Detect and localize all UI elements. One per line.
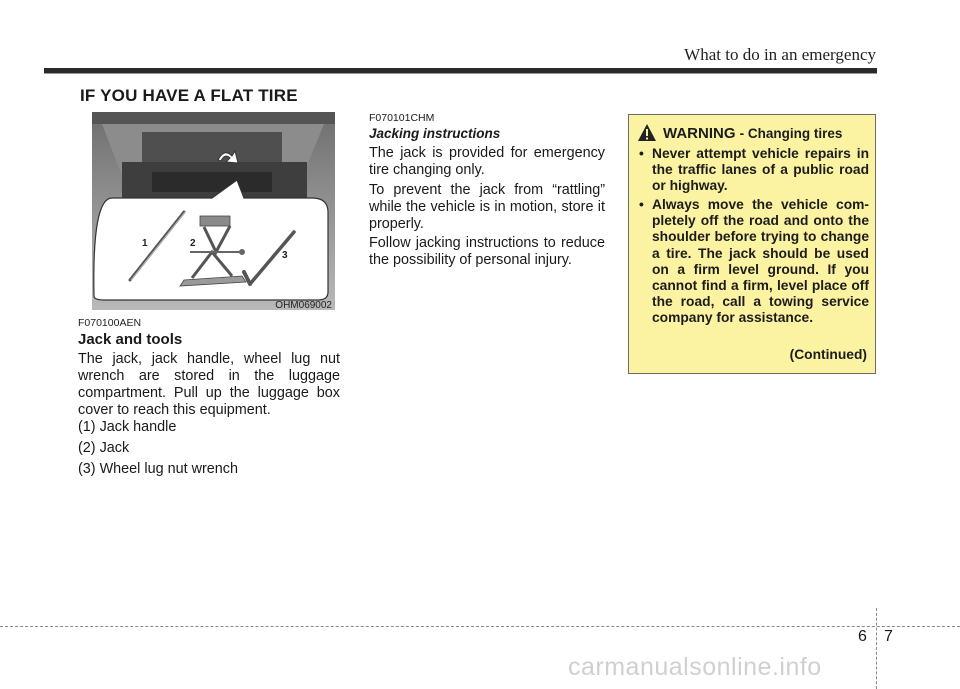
middle-paragraph-2: To prevent the jack from “rattling” while the vehicle is in motion, store it properly. (369, 182, 605, 232)
label-3: 3 (282, 250, 288, 261)
section-title: IF YOU HAVE A FLAT TIRE (80, 86, 298, 105)
label-1: 1 (142, 238, 148, 249)
list-item-lug-wrench: (3) Wheel lug nut wrench (78, 461, 238, 477)
middle-section-title: Jacking instructions (369, 126, 501, 141)
middle-paragraph-1: The jack is provided for emergency tire changing only. (369, 145, 605, 178)
warning-continued: (Continued) (789, 347, 867, 362)
middle-section-code: F070101CHM (369, 112, 435, 124)
list-item-jack: (2) Jack (78, 440, 130, 456)
header-title: What to do in an emergency (684, 45, 876, 64)
warning-subtitle: - Changing tires (739, 126, 843, 141)
warning-item-1: • Never attempt vehicle repairs in the traffic lanes of a public road or highway. (639, 146, 869, 194)
warning-label: WARNING (663, 125, 736, 142)
left-paragraph: The jack, jack handle, wheel lug nut wrench are stored in the luggage compartment. Pull up the luggage box cover to reach this equipment. (78, 351, 340, 418)
footer-divider (876, 608, 877, 689)
warning-heading (663, 125, 842, 142)
list-item-jack-handle: (1) Jack handle (78, 419, 177, 435)
left-section-title: Jack and tools (78, 331, 183, 348)
header-rule-shadow (44, 73, 877, 74)
figure-code: OHM069002 (275, 300, 332, 310)
tools-illustration (92, 112, 335, 310)
middle-paragraph-3: Follow jacking instructions to reduce the possibility of personal injury. (369, 235, 605, 268)
warning-item-2: • Always move the vehicle com-pletely off the road and onto the shoulder before trying to change a tire. The jack should be used on a firm level ground. If you cannot find a firm, level place off the road, call a towing service company for assistance. (639, 197, 869, 326)
left-section-code: F070100AEN (78, 317, 142, 329)
warning-box (628, 114, 876, 374)
watermark: carmanualsonline.info (568, 653, 822, 681)
label-2: 2 (190, 238, 196, 249)
page-number: 7 (884, 628, 893, 645)
warning-triangle-icon (637, 123, 657, 142)
luggage-compartment-image (92, 112, 335, 310)
footer-rule (0, 626, 960, 627)
chapter-number: 6 (858, 628, 867, 645)
